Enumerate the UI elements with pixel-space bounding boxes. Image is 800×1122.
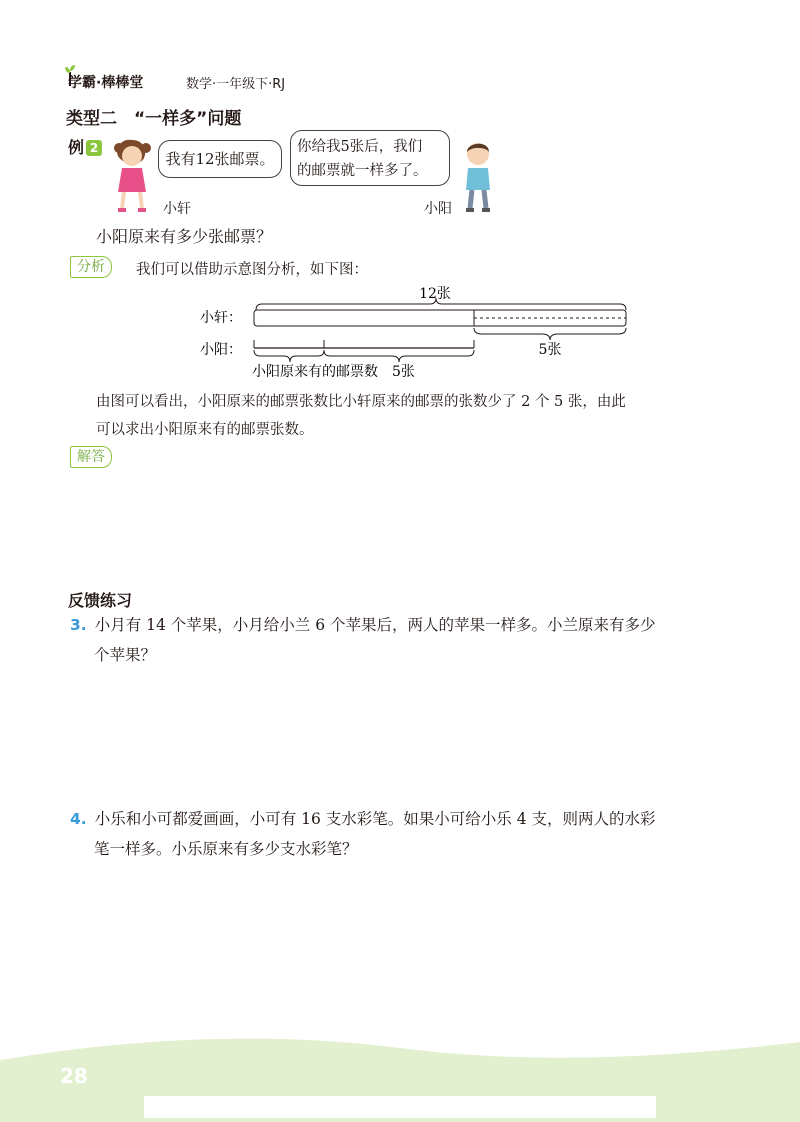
problem-3-line-1: 小月有 14 个苹果，小月给小兰 6 个苹果后，两人的苹果一样多。小兰原来有多少 [94,616,656,634]
problem-3-line-2: 个苹果？ [94,646,157,664]
diagram-bottom-brace-left [254,350,324,362]
example-label-text: 例 [68,138,85,157]
analysis-tag: 分析 [70,256,112,278]
feedback-title: 反馈练习 [68,591,133,610]
name-xiaoxuan: 小轩 [163,201,191,217]
analysis-text: 我们可以借助示意图分析，如下图： [136,262,368,278]
problem-4-line-2: 笔一样多。小乐原来有多少支水彩笔？ [94,840,358,858]
boy-illustration [456,138,500,216]
analysis-note-line-2: 可以求出小阳原来有的邮票张数。 [96,422,314,438]
problem-3 [70,610,740,670]
girl-illustration [110,136,154,216]
name-xiaoyang: 小阳 [424,201,452,217]
bubble-line-1: 你给我5张后，我们 [297,139,423,155]
header-subtitle: 数学·一年级下·RJ [186,77,286,92]
section-title: 类型二 “一样多”问题 [66,109,242,129]
problem-3-number: 3. [70,616,87,634]
diagram-bottom-brace-right [324,350,474,362]
header-brand: 学霸·棒棒堂 [68,75,144,91]
diagram-top-label: 12张 [419,286,451,302]
problem-4-line-1: 小乐和小可都爱画画，小可有 16 支水彩笔。如果小可给小乐 4 支，则两人的水彩 [94,810,656,828]
diagram-row1-label: 小轩： [200,310,242,326]
footer-blank-box [144,1096,656,1118]
analysis-note [96,388,746,444]
problem-4 [70,804,740,864]
bar-diagram [190,282,640,382]
example-number-badge: 2 [86,140,102,156]
example-label [68,135,102,158]
diagram-right-brace [474,328,626,340]
answer-tag: 解答 [70,446,112,468]
page-number: 28 [60,1064,88,1088]
diagram-right-label: 5张 [538,342,562,358]
diagram-row2-label: 小阳： [200,342,242,358]
diagram-bottom-label: 小阳原来有的邮票数 5张 [252,364,415,380]
bubble-line-2: 的邮票就一样多了。 [297,163,428,179]
speech-bubble-xiaoyang [290,130,450,186]
example-question: 小阳原来有多少张邮票？ [96,227,273,246]
problem-4-number: 4. [70,810,87,828]
speech-bubble-xiaoxuan: 我有12张邮票。 [158,140,282,178]
analysis-note-line-1: 由图可以看出，小阳原来的邮票张数比小轩原来的邮票的张数少了 2 个 5 张，由此 [96,394,626,410]
